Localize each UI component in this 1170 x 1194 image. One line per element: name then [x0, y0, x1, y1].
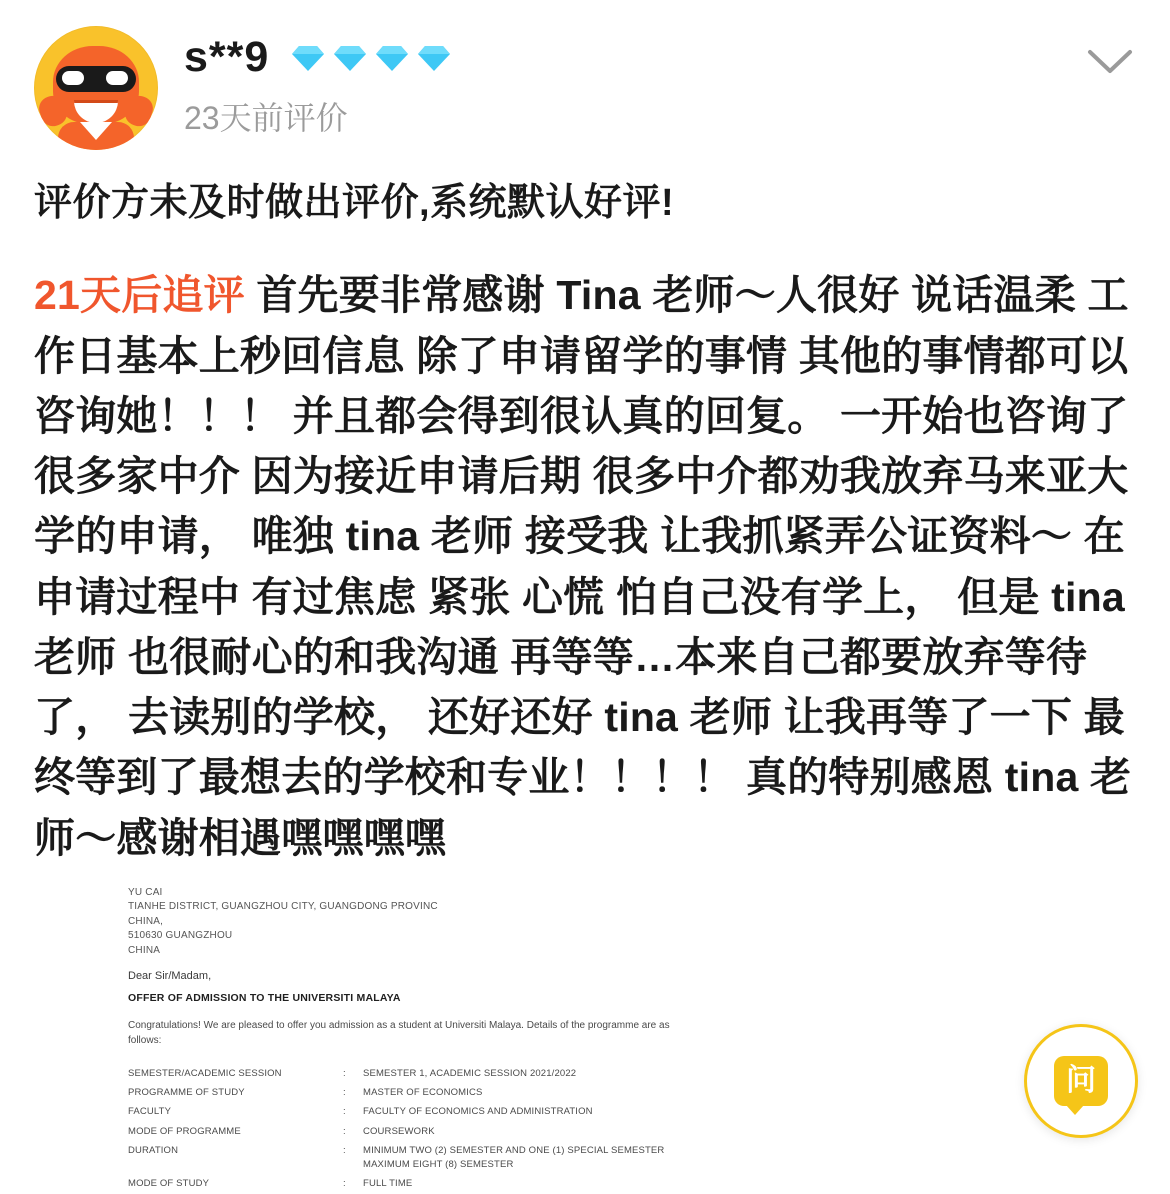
- detail-value: SEMESTER 1, ACADEMIC SESSION 2021/2022: [363, 1067, 577, 1079]
- letter-details-table: [128, 1064, 708, 1194]
- letter-title: OFFER OF ADMISSION TO THE UNIVERSITI MALAYA: [128, 992, 401, 1005]
- detail-key: DURATION: [128, 1144, 179, 1156]
- collapse-toggle-button[interactable]: [1082, 34, 1138, 90]
- detail-value: MINIMUM TWO (2) SEMESTER AND ONE (1) SPECIAL SEMESTER: [363, 1144, 665, 1156]
- table-row: [128, 1175, 708, 1194]
- letter-address-line: 510630 GUANGZHOU: [128, 930, 233, 942]
- detail-value: FACULTY OF ECONOMICS AND ADMINISTRATION: [363, 1106, 593, 1118]
- question-bubble-icon: [1054, 1056, 1108, 1106]
- user-name-row: [184, 34, 1142, 81]
- table-row: [128, 1064, 708, 1083]
- detail-colon: :: [343, 1087, 346, 1099]
- user-name: s**9: [184, 33, 270, 81]
- attached-offer-letter-image[interactable]: [128, 886, 768, 1194]
- detail-colon: :: [343, 1067, 346, 1079]
- detail-key: MODE OF STUDY: [128, 1178, 210, 1190]
- diamond-icon: [333, 44, 367, 72]
- append-review-text: 首先要非常感谢 Tina 老师～人很好 说话温柔 工作日基本上秒回信息 除了申请留学的事情 其他的事情都可以咨询她！！！ 并且都会得到很认真的回复。 一开始也咨询了很多家中介 因为接近申请后期 很多中介都劝我放弃马来亚大学的申请， 唯独 tina 老师 接受我 让我抓紧弄公证资料～ 在申请过程中 有过焦虑 紧张 心慌 怕自己没有学上， 但是 tina 老师 也很耐心的和我沟通 再等等…本来自己都要放弃等待了， 去读别的学校， 还好还好 tina 老师 让我再等了一下 最终等到了最想去的学校和专业！！！！ 真的特别感恩 tina 老师～感谢相遇嘿嘿嘿嘿: [34, 272, 1132, 861]
- detail-colon: :: [343, 1125, 346, 1137]
- letter-paragraph: Congratulations! We are pleased to offer you admission as a student at Universiti Malaya. Details of the programme are as follows:: [128, 1020, 670, 1047]
- avatar-lens-left: [62, 71, 84, 85]
- ask-question-button[interactable]: [1024, 1024, 1138, 1138]
- review-body: [0, 178, 1170, 1194]
- default-comment-text: 评价方未及时做出评价,系统默认好评!: [34, 182, 675, 224]
- detail-key: MODE OF PROGRAMME: [128, 1125, 241, 1137]
- letter-salutation: Dear Sir/Madam,: [128, 970, 212, 983]
- detail-value-secondary: MAXIMUM EIGHT (8) SEMESTER: [363, 1159, 514, 1171]
- review-header: [0, 0, 1170, 150]
- letter-address-line: YU CAI: [128, 886, 163, 898]
- table-row: [128, 1084, 708, 1103]
- diamond-icon: [417, 44, 451, 72]
- detail-colon: :: [343, 1178, 346, 1190]
- detail-key: FACULTY: [128, 1106, 172, 1118]
- avatar-lens-right: [106, 71, 128, 85]
- detail-colon: :: [343, 1144, 346, 1156]
- detail-value: FULL TIME: [363, 1178, 413, 1190]
- table-row: [128, 1122, 708, 1141]
- letter-address: [128, 886, 768, 959]
- detail-key: PROGRAMME OF STUDY: [128, 1087, 245, 1099]
- append-review-block: [34, 265, 1146, 868]
- review-time: 23天前评价: [184, 100, 348, 137]
- review-header-text: [184, 26, 1142, 138]
- detail-colon: :: [343, 1106, 346, 1118]
- letter-address-line: CHINA,: [128, 915, 164, 927]
- detail-value: MASTER OF ECONOMICS: [363, 1087, 483, 1099]
- detail-value: COURSEWORK: [363, 1125, 435, 1137]
- table-row: [128, 1103, 708, 1122]
- diamond-icon: [375, 44, 409, 72]
- letter-address-line: CHINA: [128, 944, 161, 956]
- append-review-tag: 21天后追评: [34, 272, 245, 319]
- avatar[interactable]: [34, 26, 158, 150]
- letter-address-line: TIANHE DISTRICT, GUANGZHOU CITY, GUANGDONG PROVINC: [128, 901, 438, 913]
- diamond-icon: [291, 44, 325, 72]
- detail-key: SEMESTER/ACADEMIC SESSION: [128, 1067, 282, 1079]
- ask-button-label: 问: [1066, 1064, 1096, 1097]
- chevron-down-icon: [1087, 48, 1133, 76]
- diamond-rating: [291, 44, 451, 72]
